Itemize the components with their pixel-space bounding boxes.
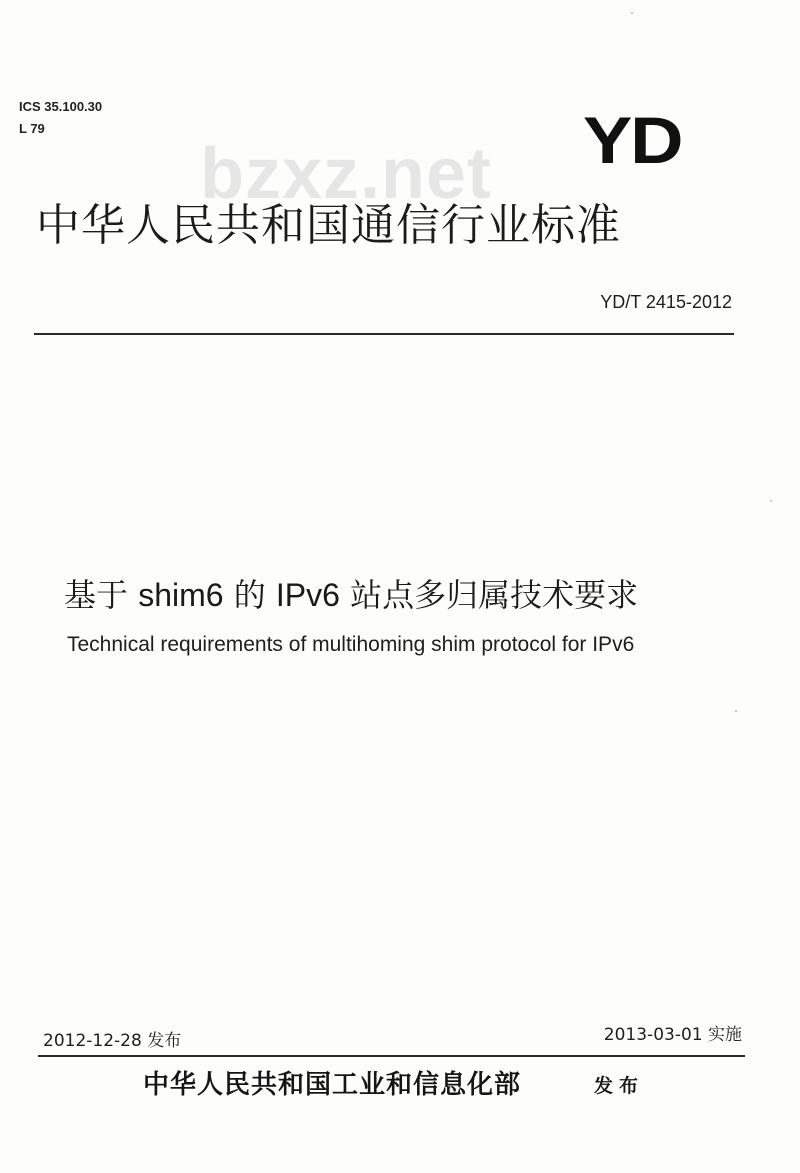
implement-date: 2013-03-01 bbox=[603, 1025, 703, 1045]
ics-code: ICS 35.100.30 bbox=[19, 99, 103, 114]
issue-date: 2012-12-28 bbox=[43, 1031, 142, 1051]
english-title: Technical requirements of multihoming shim protocol for IPv6 bbox=[67, 633, 635, 656]
scan-speck bbox=[770, 500, 772, 502]
issue-date-line bbox=[43, 1030, 181, 1052]
watermark: bzxz.net bbox=[200, 134, 493, 214]
implement-label: 实施 bbox=[708, 1025, 742, 1045]
title-cn-part1: 基于 bbox=[64, 576, 129, 614]
title-cn-part4: IPv6 bbox=[275, 577, 340, 613]
chinese-title bbox=[64, 575, 638, 615]
title-cn-part3: 的 bbox=[233, 576, 266, 614]
standard-category-name: 中华人民共和国通信行业标准 bbox=[36, 200, 621, 251]
bottom-divider bbox=[38, 1055, 745, 1057]
ccs-code: L 79 bbox=[19, 121, 45, 136]
publisher-name: 中华人民共和国工业和信息化部 bbox=[143, 1070, 522, 1100]
title-cn-part5: 站点多归属技术要求 bbox=[350, 576, 639, 614]
scan-speck bbox=[735, 710, 737, 712]
yd-logo: YD bbox=[583, 103, 682, 177]
top-divider bbox=[34, 333, 734, 335]
standard-number: YD/T 2415-2012 bbox=[600, 292, 732, 312]
scan-speck bbox=[631, 12, 633, 14]
publisher-action: 发布 bbox=[594, 1075, 645, 1097]
implement-date-line bbox=[604, 1024, 742, 1046]
issue-label: 发布 bbox=[147, 1031, 182, 1051]
title-cn-part2: shim6 bbox=[138, 577, 224, 613]
